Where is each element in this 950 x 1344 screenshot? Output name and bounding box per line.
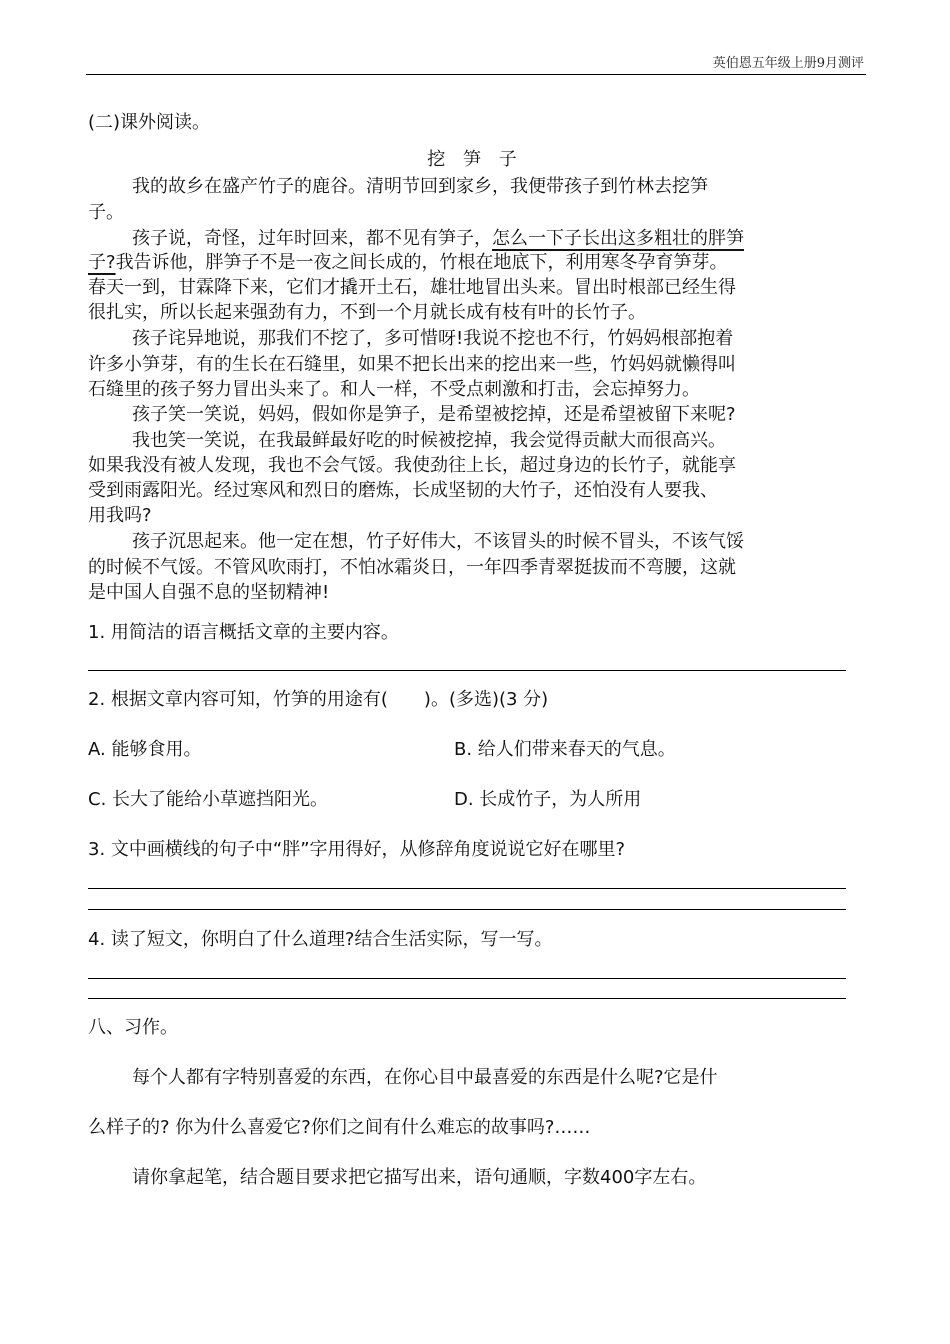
question-3: 3. 文中画横线的句子中“胖”字用得好，从修辞角度说说它好在哪里?	[88, 839, 626, 860]
passage-line: 春天一到，甘霖降下来，它们才撬开土石，雄壮地冒出头来。冒出时根部已经生得	[88, 277, 736, 298]
passage-line: 如果我没有被人发现，我也不会气馁。我使劲往上长，超过身边的长竹子，就能享	[88, 455, 736, 476]
passage-line: 孩子沉思起来。他一定在想，竹子好伟大，不该冒头的时候不冒头，不该气馁	[132, 531, 744, 552]
passage-line: 孩子诧异地说，那我们不挖了，多可惜呀!我说不挖也不行，竹妈妈根部抱着	[132, 328, 734, 349]
passage-line	[132, 226, 744, 252]
passage-title: 挖 笋 子	[427, 149, 523, 170]
passage-line: 我的故乡在盛产竹子的鹿谷。清明节回到家乡，我便带孩子到竹林去挖笋	[132, 176, 708, 197]
answer-line-q1[interactable]	[88, 670, 846, 671]
answer-line-q4[interactable]	[88, 978, 846, 979]
passage-text: 孩子说，奇怪，过年时回来，都不见有笋子，	[132, 228, 492, 249]
section-title: (二)课外阅读。	[88, 112, 211, 133]
underlined-sentence: 怎么一下子长出这多粗壮的胖笋	[492, 228, 744, 249]
passage-line: 的时候不气馁。不管风吹雨打，不怕冰霜炎日，一年四季青翠挺拔而不弯腰，这就	[88, 557, 736, 578]
answer-line-q3[interactable]	[88, 909, 846, 910]
passage-line: 用我吗?	[88, 505, 152, 526]
option-d[interactable]: D. 长成竹子，为人所用	[454, 789, 642, 810]
passage-line: 孩子笑一笑说，妈妈，假如你是笋子，是希望被挖掉，还是希望被留下来呢?	[132, 404, 736, 425]
answer-line-q4[interactable]	[88, 998, 846, 999]
question-4: 4. 读了短文，你明白了什么道理?结合生活实际，写一写。	[88, 929, 553, 950]
essay-prompt-line: 每个人都有字特别喜爱的东西，在你心目中最喜爱的东西是什么呢?它是什	[132, 1067, 718, 1088]
essay-prompt-line: 请你拿起笔，结合题目要求把它描写出来，语句通顺，字数400字左右。	[132, 1167, 707, 1188]
question-1: 1. 用简洁的语言概括文章的主要内容。	[88, 622, 399, 643]
question-2: 2. 根据文章内容可知，竹笋的用途有( )。(多选)(3 分)	[88, 689, 549, 710]
passage-line: 我也笑一笑说，在我最鲜最好吃的时候被挖掉，我会觉得贡献大而很高兴。	[132, 430, 726, 451]
header-divider	[86, 74, 866, 75]
option-a[interactable]: A. 能够食用。	[88, 739, 202, 760]
passage-line: 很扎实，所以长起来强劲有力，不到一个月就长成有枝有叶的长竹子。	[88, 302, 646, 323]
passage-line: 受到雨露阳光。经过寒风和烈日的磨炼，长成坚韧的大竹子，还怕没有人要我、	[88, 480, 718, 501]
passage-line	[88, 250, 728, 276]
passage-line: 石缝里的孩子努力冒出头来了。和人一样，不受点刺激和打击，会忘掉努力。	[88, 379, 700, 400]
passage-text: 我告诉他，胖笋子不是一夜之间长成的，竹根在地底下，利用寒冬孕育笋芽。	[115, 252, 728, 273]
passage-line: 是中国人自强不息的坚韧精神!	[88, 582, 330, 603]
option-c[interactable]: C. 长大了能给小草遮挡阳光。	[88, 789, 329, 810]
option-b[interactable]: B. 给人们带来春天的气息。	[454, 739, 676, 760]
answer-line-q3[interactable]	[88, 888, 846, 889]
page-header: 英伯恩五年级上册9月测评	[712, 56, 864, 71]
essay-section-title: 八、习作。	[88, 1017, 178, 1038]
passage-line: 许多小笋芽，有的生长在石缝里，如果不把长出来的挖出来一些，竹妈妈就懒得叫	[88, 354, 736, 375]
essay-prompt-line: 么样子的? 你为什么喜爱它?你们之间有什么难忘的故事吗?……	[88, 1117, 591, 1138]
underlined-sentence-end: 子?	[88, 252, 116, 273]
passage-line: 子。	[88, 202, 124, 223]
